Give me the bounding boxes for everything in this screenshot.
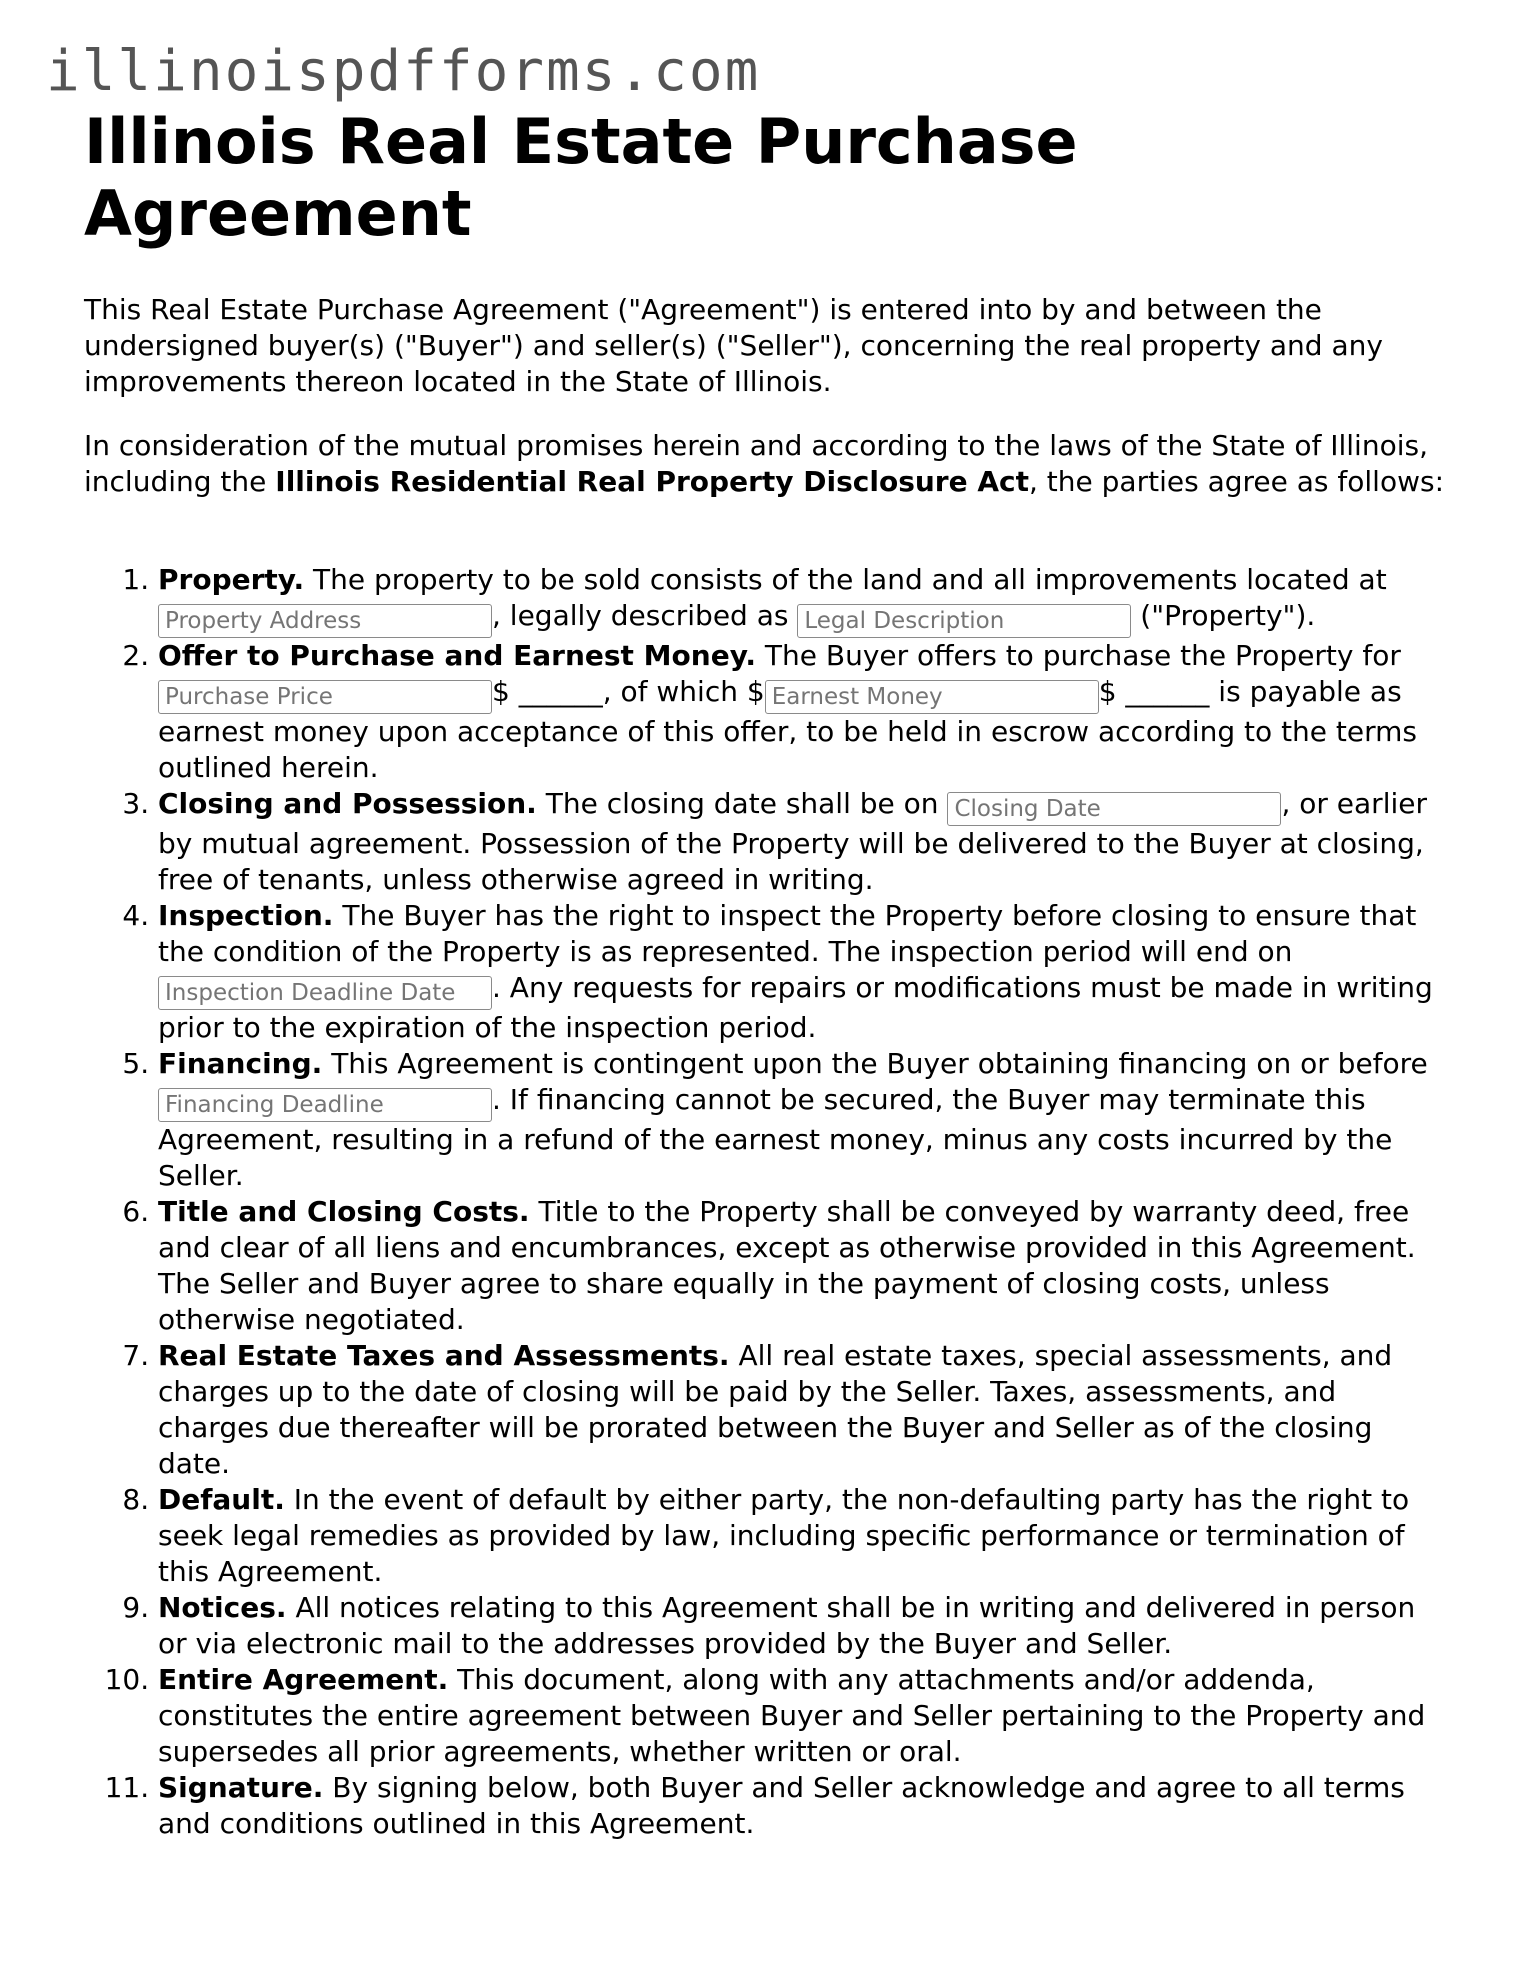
consideration-paragraph <box>84 428 1454 500</box>
property-address-field[interactable] <box>158 604 492 638</box>
term-notices <box>158 1590 1444 1662</box>
earnest-money-field[interactable] <box>765 680 1099 714</box>
term-title-closing-costs <box>158 1194 1444 1338</box>
disclosure-act-name: Illinois Residential Real Property Disclosure Act <box>275 465 1029 498</box>
term-heading: Closing and Possession. <box>158 787 537 820</box>
term-inspection <box>158 898 1444 1046</box>
site-watermark: illinoispdfforms.com <box>46 39 761 104</box>
term-heading: Default. <box>158 1483 285 1516</box>
purchase-price-field[interactable] <box>158 680 492 714</box>
term-heading: Property. <box>158 563 305 596</box>
term-entire-agreement <box>158 1662 1444 1770</box>
term-heading: Offer to Purchase and Earnest Money. <box>158 639 757 672</box>
term-default <box>158 1482 1444 1590</box>
term-property <box>158 562 1444 638</box>
term-text: The Buyer has the right to inspect the Property before closing to ensure that the condition of the Property is as represented. The inspection period will end on <box>158 899 1417 968</box>
term-heading: Notices. <box>158 1591 287 1624</box>
term-text: ("Property"). <box>1131 599 1316 632</box>
consideration-text-start: In consideration of the mutual promises herein and according to the laws of the State of Illinois, including the <box>84 429 1428 498</box>
term-text: , legally described as <box>492 599 798 632</box>
financing-deadline-field[interactable] <box>158 1088 492 1122</box>
term-closing-possession <box>158 786 1444 898</box>
term-text: . Any requests for repairs or modifications must be made in writing prior to the expiration of the inspection period. <box>158 971 1433 1044</box>
term-heading: Signature. <box>158 1771 324 1804</box>
term-text: Title to the Property shall be conveyed by warranty deed, free and clear of all liens and encumbrances, except as otherwise provided in this Agreement. The Seller and Buyer agree to share equally in the payment of closing costs, unless otherwise negotiated. <box>158 1195 1416 1336</box>
inspection-deadline-field[interactable] <box>158 976 492 1010</box>
term-offer-earnest-money <box>158 638 1444 786</box>
term-heading: Entire Agreement. <box>158 1663 449 1696</box>
term-text: All real estate taxes, special assessments, and charges up to the date of closing will be paid by the Seller. Taxes, assessments, and charges due thereafter will be prorated between the Buyer and Seller as of the closing date. <box>158 1339 1393 1480</box>
term-financing <box>158 1046 1444 1194</box>
term-text: The property to be sold consists of the land and all improvements located at <box>304 563 1387 596</box>
term-text: By signing below, both Buyer and Seller acknowledge and agree to all terms and conditions outlined in this Agreement. <box>158 1771 1405 1840</box>
terms-list <box>84 562 1444 1842</box>
term-text: $ ______, of which $ <box>492 675 765 708</box>
term-heading: Inspection. <box>158 899 334 932</box>
term-heading: Real Estate Taxes and Assessments. <box>158 1339 730 1372</box>
term-text: In the event of default by either party, the non-defaulting party has the right to seek legal remedies as provided by law, including specific performance or termination of this Agreement. <box>158 1483 1410 1588</box>
intro-paragraph: This Real Estate Purchase Agreement ("Agreement") is entered into by and between the undersigned buyer(s) ("Buyer") and seller(s) ("Seller"), concerning the real property and any improvements thereon located in the State of Illinois. <box>84 293 1383 398</box>
term-text: , or earlier by mutual agreement. Possession of the Property will be delivered to the Buyer at closing, free of tenants, unless otherwise agreed in writing. <box>158 787 1427 896</box>
term-text: $ ______ is payable as earnest money upon acceptance of this offer, to be held in escrow according to the terms outlined herein. <box>158 675 1418 784</box>
consideration-text-end: , the parties agree as follows: <box>1029 465 1444 498</box>
legal-description-field[interactable] <box>797 604 1131 638</box>
term-text: The closing date shall be on <box>536 787 948 820</box>
term-text: This Agreement is contingent upon the Buyer obtaining financing on or before <box>322 1047 1428 1080</box>
term-signature <box>158 1770 1444 1842</box>
term-taxes-assessments <box>158 1338 1444 1482</box>
document-title: Illinois Real Estate Purchase Agreement <box>84 105 1078 250</box>
term-text: The Buyer offers to purchase the Property for <box>756 639 1401 672</box>
closing-date-field[interactable] <box>947 792 1281 826</box>
term-text: All notices relating to this Agreement shall be in writing and delivered in person or via electronic mail to the addresses provided by the Buyer and Seller. <box>158 1591 1416 1660</box>
term-text: This document, along with any attachments and/or addenda, constitutes the entire agreement between Buyer and Seller pertaining to the Property and supersedes all prior agreements, whether written or oral. <box>158 1663 1426 1768</box>
term-heading: Title and Closing Costs. <box>158 1195 530 1228</box>
term-text: . If financing cannot be secured, the Buyer may terminate this Agreement, resulting in a refund of the earnest money, minus any costs incurred by the Seller. <box>158 1083 1393 1192</box>
term-heading: Financing. <box>158 1047 323 1080</box>
